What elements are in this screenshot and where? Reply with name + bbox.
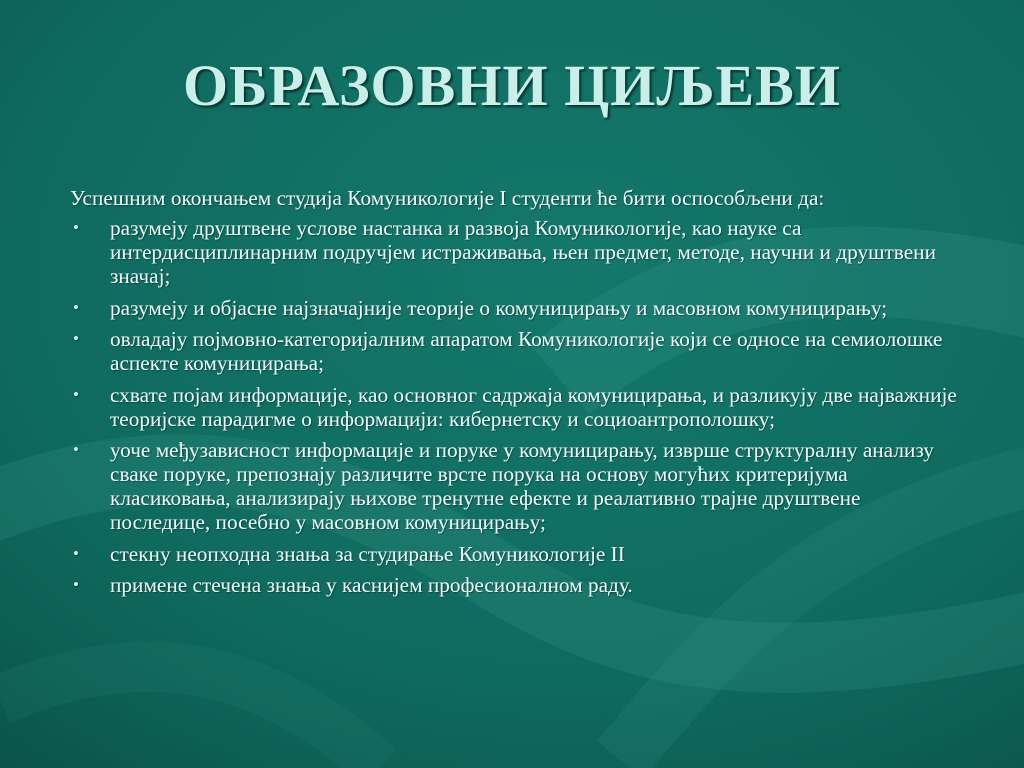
list-item [70, 542, 960, 566]
list-item-text: разумеју друштвене услове настанка и развоја Комуникологије, као науке са интердисциплинарним подручјем истраживања, њен предмет, методе, научни и друштвени значај; [110, 216, 936, 288]
list-item [70, 438, 960, 534]
slide-body [70, 186, 960, 605]
bullet-icon: • [73, 297, 79, 317]
bullet-icon: • [73, 329, 79, 348]
bullet-icon: • [73, 543, 79, 563]
intro-text: Успешним окончањем студија Комуникологије I студенти ће бити оспособљени да: [70, 186, 825, 210]
list-item-text: схвате појам информације, као основног садржаја комуницирања, и разликују две најважније теоријске парадигме о информацији: кибернетску и социоантрополошку; [110, 382, 957, 431]
bullet-icon: • [73, 575, 79, 594]
list-item-text: овладају појмовно-категоријалним апаратом Комуникологије који се односе на семиолошке аспекте комуницирања; [110, 327, 943, 375]
list-item [70, 296, 960, 320]
bullet-icon: • [73, 384, 79, 404]
objectives-list [70, 216, 960, 597]
list-item [70, 327, 960, 375]
list-item-text: разумеју и објасне најзначајније теорије о комуницирању и масовном комуницирању; [110, 295, 888, 320]
list-item [70, 216, 960, 288]
list-item [70, 573, 960, 597]
slide-title: ОБРАЗОВНИ ЦИЉЕВИ [183, 53, 841, 118]
bullet-icon: • [73, 440, 79, 459]
list-item-text: стекну неопходна знања за студирање Комуникологије II [110, 541, 625, 566]
list-item-text: уоче међузависност информације и поруке у комуницирању, изврше структуралну анализу сваке поруке, препознају различите врсте порука на основу могућих критеријума класиковања, анализирају њихове тренутне ефекте и реалативно трајне друштвене последице, посебно у масовном комуницирању; [110, 438, 934, 534]
list-item [70, 383, 960, 431]
list-item-text: примене стечена знања у каснијем професионалном раду. [110, 573, 633, 597]
bullet-icon: • [73, 218, 79, 237]
